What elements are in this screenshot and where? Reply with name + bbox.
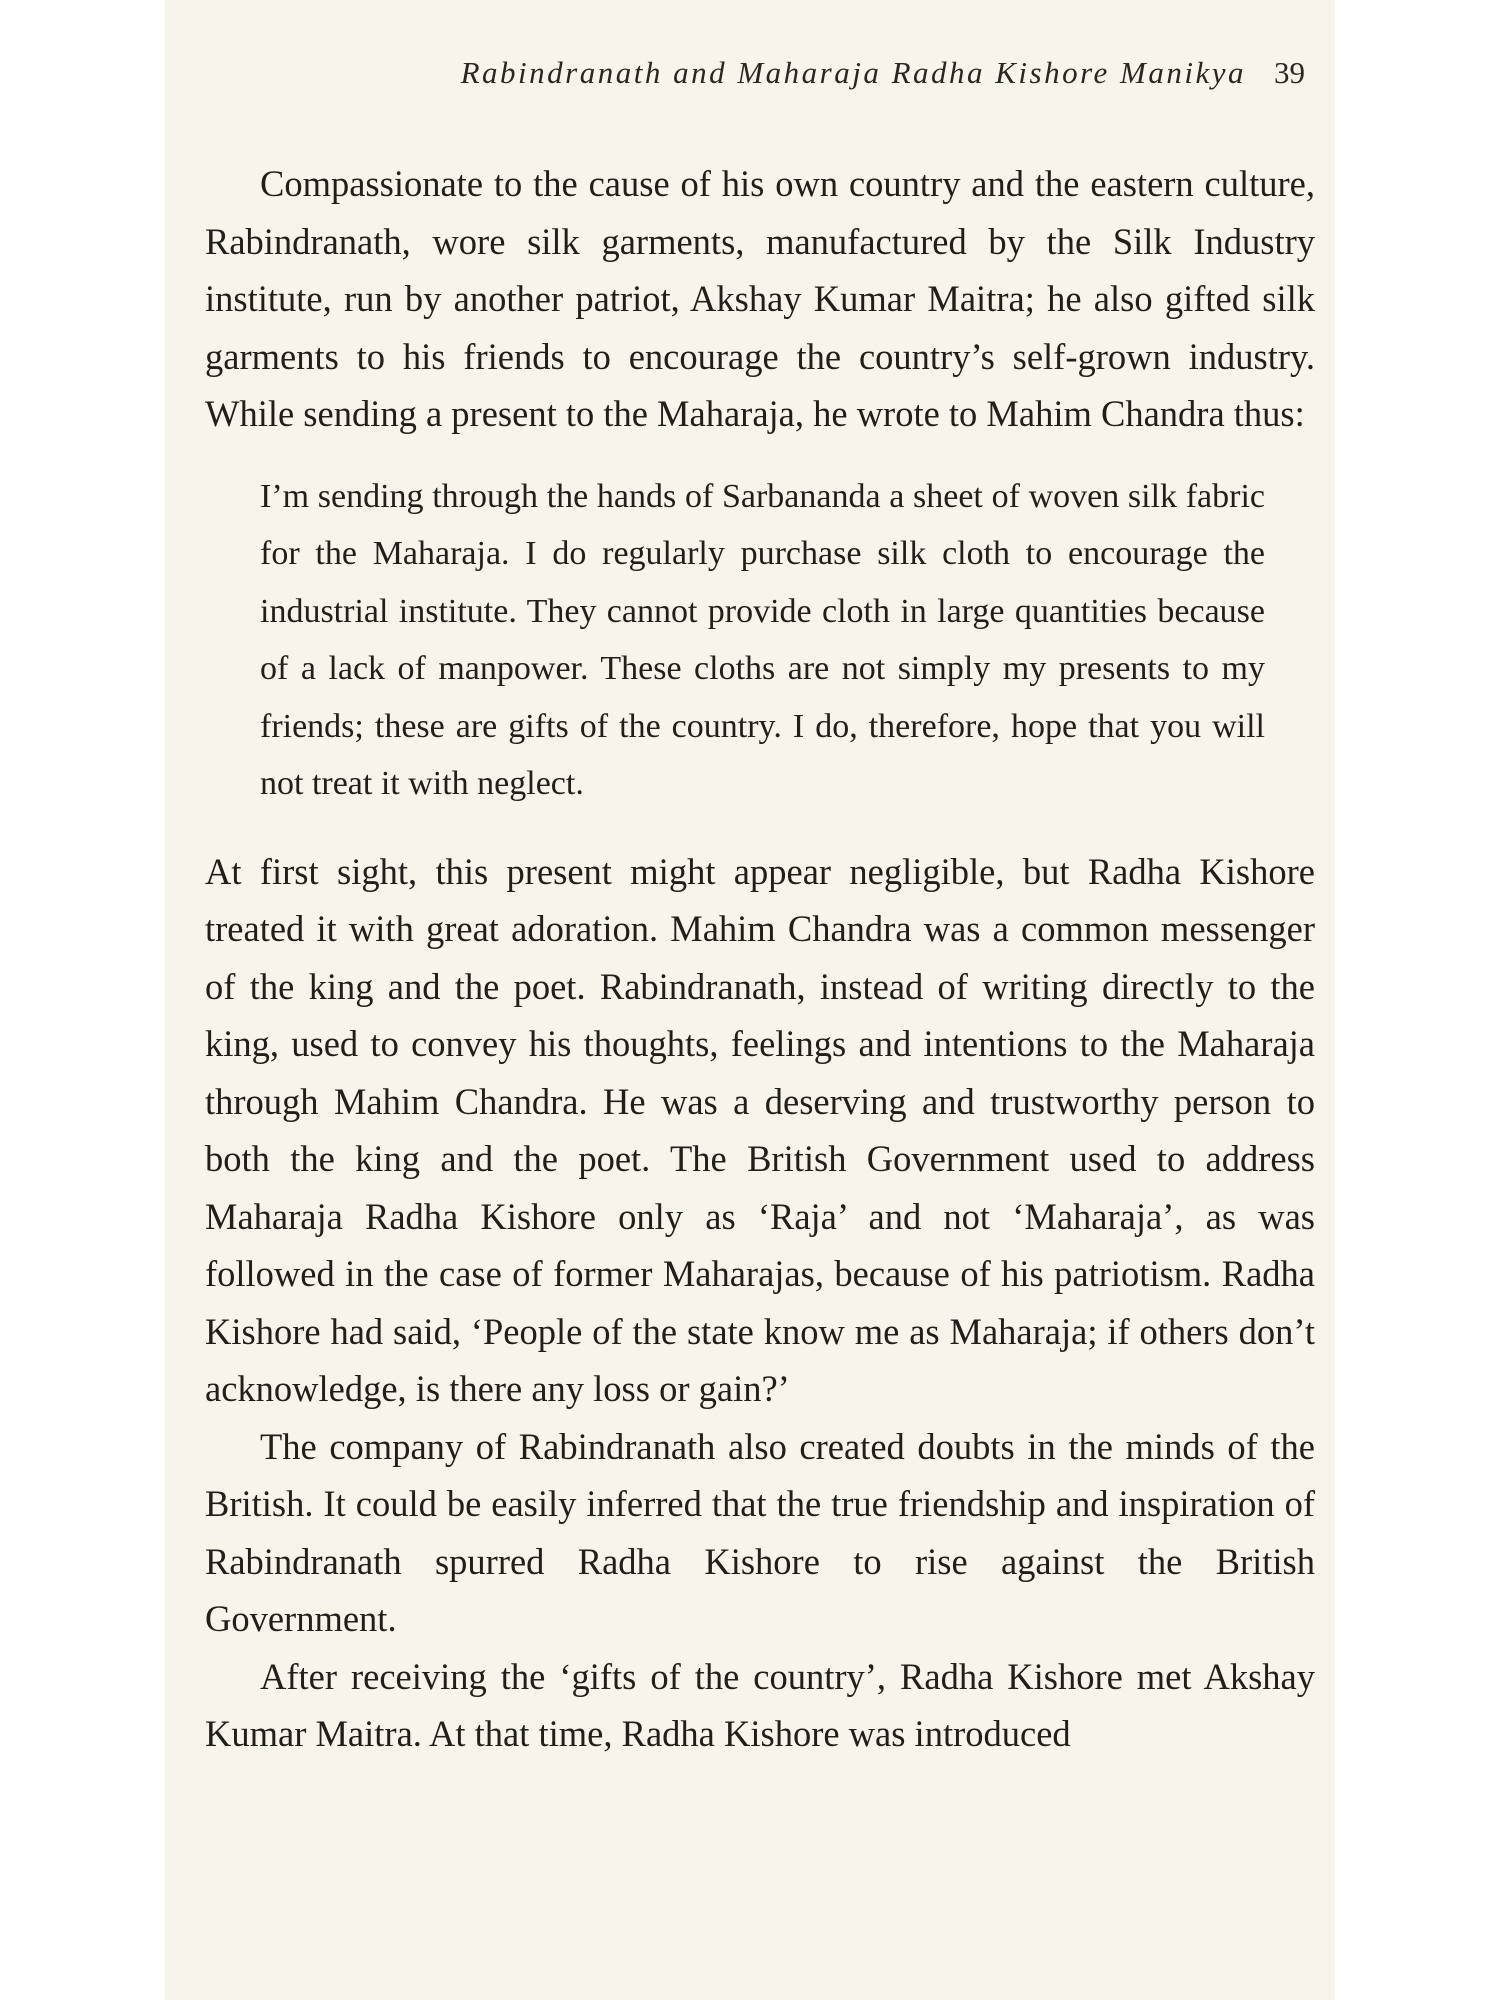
body-text	[205, 155, 1315, 1763]
running-header	[165, 55, 1305, 91]
page-number: 39	[1274, 55, 1305, 90]
paragraph-2: At first sight, this present might appear negligible, but Radha Kishore treated it with great adoration. Mahim Chandra was a common messenger of the king and the poet. Rabindranath, instead of writing directly to the king, used to convey his thoughts, feelings and intentions to the Maharaja through Mahim Chandra. He was a deserving and trustworthy person to both the king and the poet. The British Government used to address Maharaja Radha Kishore only as ‘Raja’ and not ‘Maharaja’, as was followed in the case of former Maharajas, because of his patriotism. Radha Kishore had said, ‘People of the state know me as Maharaja; if others don’t acknowledge, is there any loss or gain?’	[205, 850, 1315, 1409]
paragraph-3: The company of Rabindranath also created doubts in the minds of the British. It could be easily inferred that the true friendship and inspiration of Rabindranath spurred Radha Kishore to rise against the British Government.	[205, 1425, 1315, 1639]
running-title: Rabindranath and Maharaja Radha Kishore Manikya	[460, 55, 1246, 90]
book-page	[165, 0, 1335, 2000]
paragraph-4: After receiving the ‘gifts of the country’, Radha Kishore met Akshay Kumar Maitra. At that time, Radha Kishore was introduced	[205, 1655, 1315, 1754]
block-quote: I’m sending through the hands of Sarbananda a sheet of woven silk fabric for the Maharaja. I do regularly purchase silk cloth to encourage the industrial institute. They cannot provide cloth in large quantities because of a lack of manpower. These cloths are not simply my presents to my friends; these are gifts of the country. I do, therefore, hope that you will not treat it with neglect.	[260, 477, 1265, 802]
paragraph-1: Compassionate to the cause of his own country and the eastern culture, Rabindranath, wore silk garments, manufactured by the Silk Industry institute, run by another patriot, Akshay Kumar Maitra; he also gifted silk garments to his friends to encourage the country’s self-grown industry. While sending a present to the Maharaja, he wrote to Mahim Chandra thus:	[205, 163, 1315, 434]
